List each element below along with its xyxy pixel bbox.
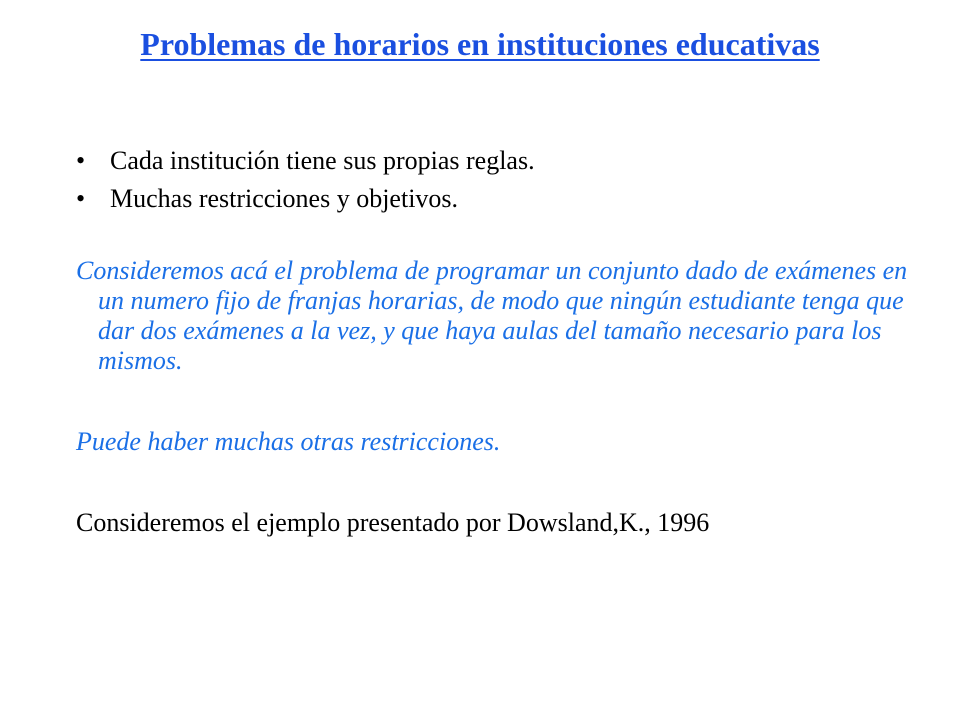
example-reference: Consideremos el ejemplo presentado por Dowsland,K., 1996 bbox=[76, 508, 710, 537]
bullet-list bbox=[76, 142, 535, 218]
slide-title: Problemas de horarios en instituciones educativas bbox=[140, 26, 820, 62]
bullet-item bbox=[76, 142, 535, 180]
bullet-icon: • bbox=[76, 184, 86, 213]
bullet-text: Cada institución tiene sus propias reglas. bbox=[110, 146, 535, 175]
bullet-item bbox=[76, 180, 535, 218]
bullet-icon: • bbox=[76, 146, 86, 175]
problem-description: Consideremos acá el problema de programar un conjunto dado de exámenes en un numero fijo de franjas horarias, de modo que ningún estudiante tenga que dar dos exámenes a la vez, y que haya aulas del tamaño necesario para los mismos. bbox=[76, 256, 908, 375]
bullet-text: Muchas restricciones y objetivos. bbox=[110, 184, 459, 213]
other-restrictions-note: Puede haber muchas otras restricciones. bbox=[76, 427, 501, 456]
